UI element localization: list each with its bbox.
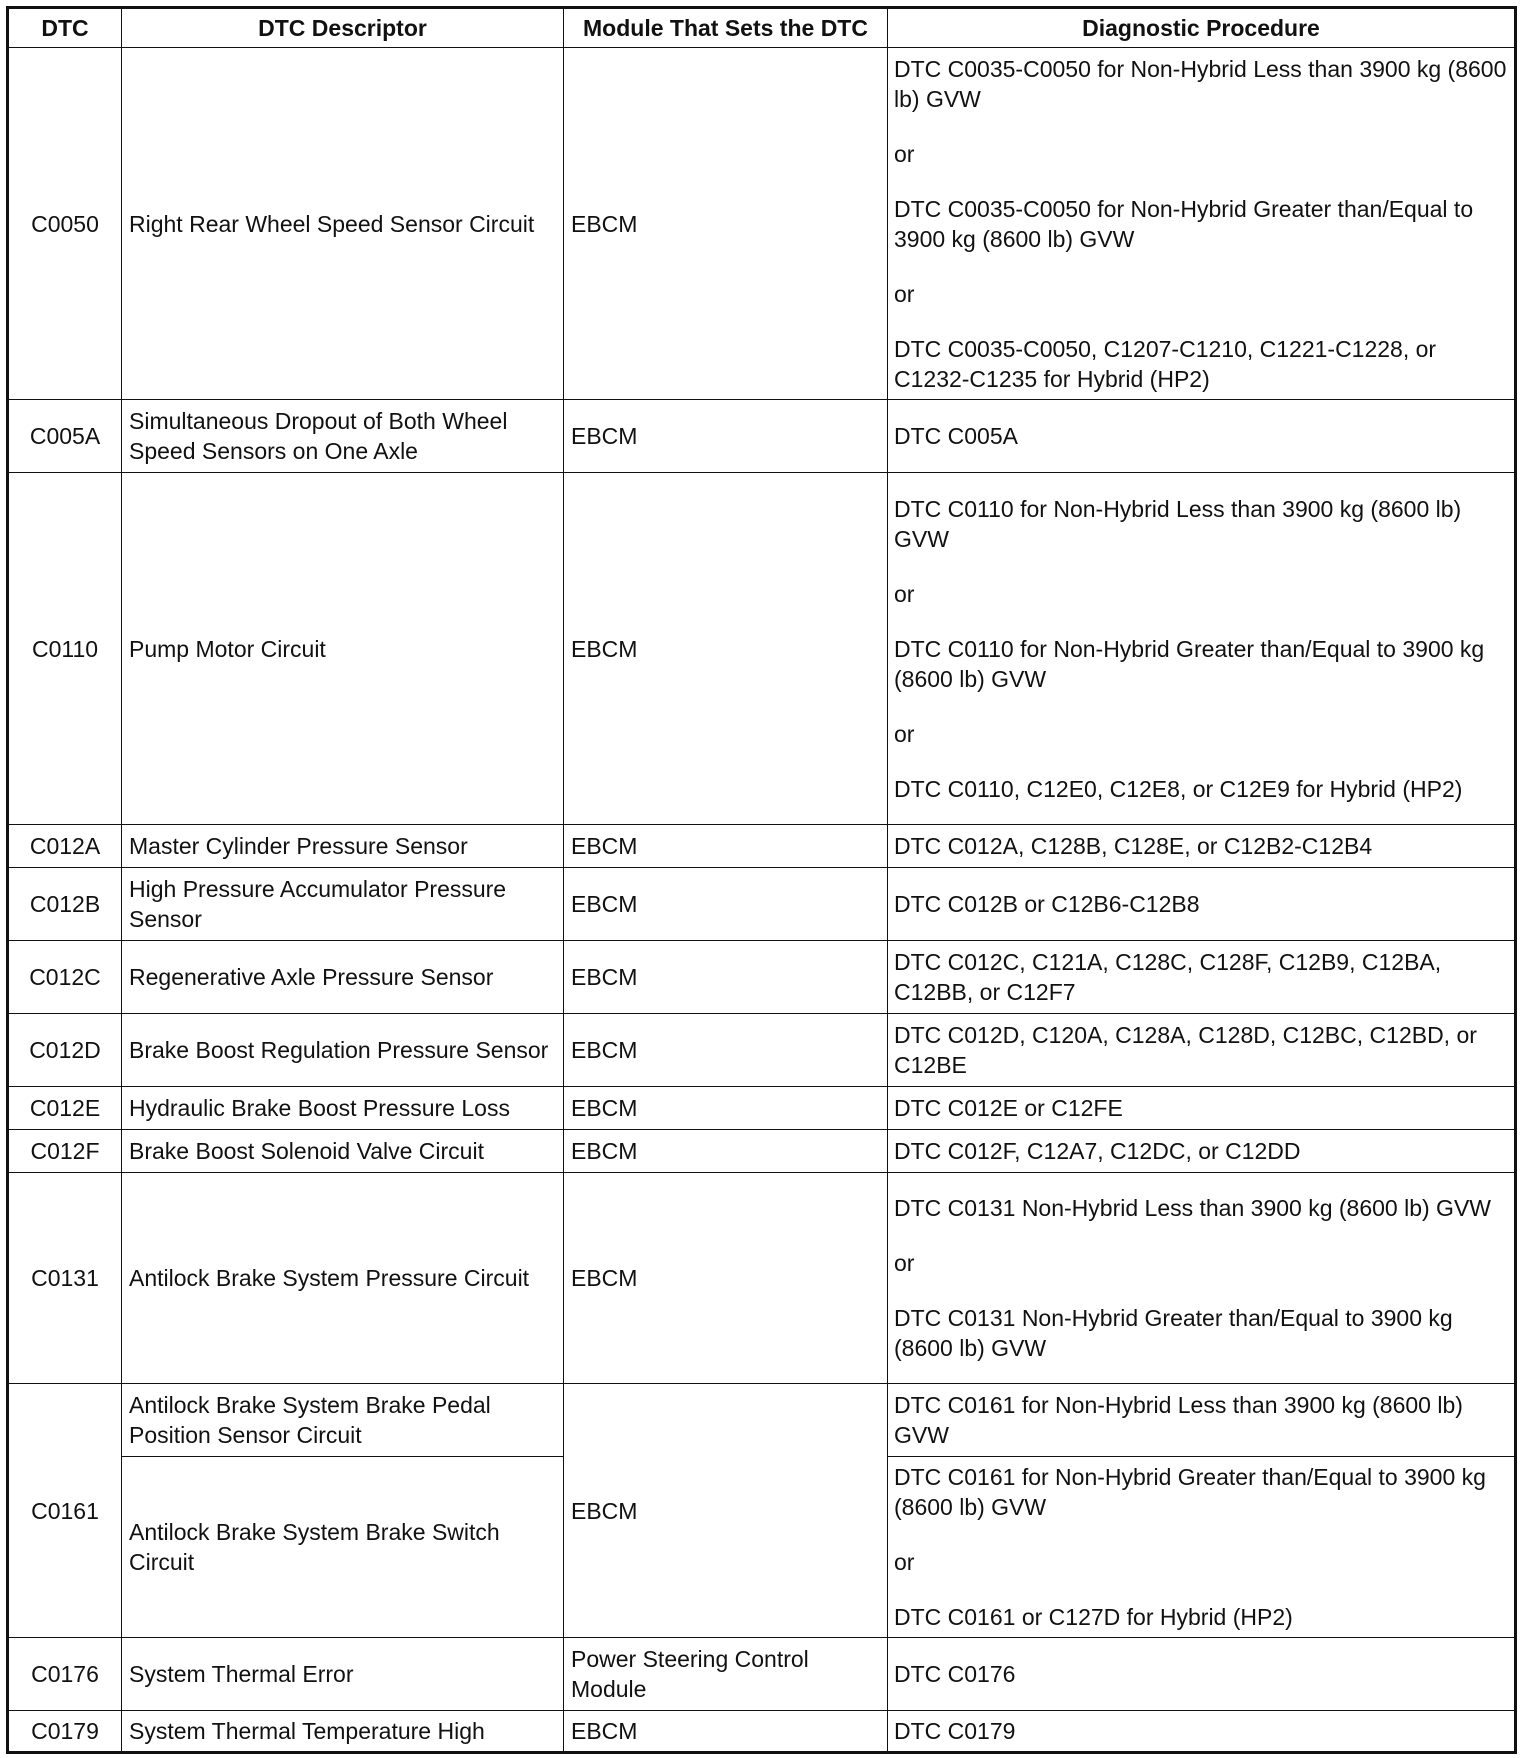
procedure-line: or [894,1250,915,1276]
procedure-line: DTC C012D, C120A, C128A, C128D, C12BC, C12BD, or C12BE [894,1022,1477,1078]
table-row [8,1087,1516,1130]
procedure-line: DTC C012A, C128B, C128E, or C12B2-C12B4 [894,833,1373,859]
dtc-code: C012C [8,941,122,1014]
table-row [8,1173,1516,1384]
dtc-descriptor: Brake Boost Regulation Pressure Sensor [122,1014,564,1087]
procedure-line: DTC C0176 [894,1661,1016,1687]
header-dtc: DTC [8,8,122,48]
header-module: Module That Sets the DTC [564,8,888,48]
table-row [8,1638,1516,1711]
dtc-descriptor: Right Rear Wheel Speed Sensor Circuit [122,48,564,400]
table-row [8,868,1516,941]
table-body [8,48,1516,1753]
dtc-descriptor: Pump Motor Circuit [122,473,564,825]
procedure-line: DTC C0161 for Non-Hybrid Greater than/Equal to 3900 kg (8600 lb) GVW [894,1464,1486,1520]
dtc-code: C012A [8,825,122,868]
dtc-descriptor: Antilock Brake System Pressure Circuit [122,1173,564,1384]
header-procedure: Diagnostic Procedure [888,8,1516,48]
dtc-procedure [888,473,1516,825]
dtc-module: EBCM [564,1130,888,1173]
dtc-procedure [888,941,1516,1014]
dtc-descriptor: Antilock Brake System Brake Pedal Position Sensor Circuit [122,1384,564,1457]
dtc-code: C0161 [8,1384,122,1638]
table-row [8,400,1516,473]
dtc-code: C0176 [8,1638,122,1711]
dtc-module: EBCM [564,1014,888,1087]
dtc-procedure [888,400,1516,473]
table-row [8,1014,1516,1087]
dtc-descriptor: Brake Boost Solenoid Valve Circuit [122,1130,564,1173]
dtc-procedure [888,1173,1516,1384]
procedure-line: or [894,280,915,307]
procedure-line: or [894,720,915,747]
dtc-procedure [888,48,1516,400]
dtc-code: C0131 [8,1173,122,1384]
dtc-module: EBCM [564,941,888,1014]
procedure-line: DTC C012C, C121A, C128C, C128F, C12B9, C12BA, C12BB, or C12F7 [894,949,1442,1005]
dtc-code: C012B [8,868,122,941]
procedure-line: DTC C0035-C0050 for Non-Hybrid Greater than/Equal to 3900 kg (8600 lb) GVW [894,195,1474,252]
procedure-line: or [894,140,915,167]
dtc-procedure [888,1711,1516,1753]
dtc-descriptor: Hydraulic Brake Boost Pressure Loss [122,1087,564,1130]
table-row [8,825,1516,868]
dtc-module: EBCM [564,1384,888,1638]
dtc-descriptor: System Thermal Error [122,1638,564,1711]
procedure-line: DTC C012E or C12FE [894,1095,1123,1121]
procedure-line: DTC C0110 for Non-Hybrid Greater than/Equal to 3900 kg (8600 lb) GVW [894,635,1485,692]
dtc-descriptor: Master Cylinder Pressure Sensor [122,825,564,868]
dtc-procedure [888,825,1516,868]
dtc-module: EBCM [564,825,888,868]
dtc-descriptor: Antilock Brake System Brake Switch Circuit [122,1457,564,1638]
table-header [8,8,1516,48]
dtc-descriptor: System Thermal Temperature High [122,1711,564,1753]
table-row [8,941,1516,1014]
dtc-descriptor: Regenerative Axle Pressure Sensor [122,941,564,1014]
procedure-line: DTC C0161 for Non-Hybrid Less than 3900 kg (8600 lb) GVW [894,1392,1463,1448]
header-row [8,8,1516,48]
dtc-procedure [888,1087,1516,1130]
procedure-line: DTC C012B or C12B6-C12B8 [894,891,1200,917]
dtc-descriptor: High Pressure Accumulator Pressure Sensor [122,868,564,941]
dtc-code: C0050 [8,48,122,400]
procedure-line: DTC C012F, C12A7, C12DC, or C12DD [894,1138,1301,1164]
dtc-module: EBCM [564,473,888,825]
table-row [8,48,1516,400]
dtc-table [6,6,1517,1754]
dtc-module: EBCM [564,1173,888,1384]
procedure-line: or [894,1549,915,1575]
dtc-code: C0179 [8,1711,122,1753]
dtc-procedure [888,1384,1516,1457]
dtc-procedure [888,1014,1516,1087]
dtc-code: C012E [8,1087,122,1130]
procedure-line: DTC C0131 Non-Hybrid Greater than/Equal to 3900 kg (8600 lb) GVW [894,1305,1453,1361]
dtc-code: C005A [8,400,122,473]
dtc-module: EBCM [564,48,888,400]
table-row [8,1130,1516,1173]
procedure-line: or [894,580,915,607]
dtc-module: EBCM [564,400,888,473]
procedure-line: DTC C005A [894,423,1018,449]
procedure-line: DTC C0110 for Non-Hybrid Less than 3900 kg (8600 lb) GVW [894,495,1462,552]
procedure-line: DTC C0035-C0050 for Non-Hybrid Less than 3900 kg (8600 lb) GVW [894,55,1507,112]
dtc-descriptor: Simultaneous Dropout of Both Wheel Speed Sensors on One Axle [122,400,564,473]
procedure-line: DTC C0161 or C127D for Hybrid (HP2) [894,1604,1293,1630]
dtc-module: EBCM [564,868,888,941]
dtc-procedure [888,1638,1516,1711]
dtc-code: C0110 [8,473,122,825]
table-row [8,1384,1516,1457]
dtc-code: C012D [8,1014,122,1087]
table-row [8,473,1516,825]
procedure-line: DTC C0179 [894,1718,1016,1744]
header-descriptor: DTC Descriptor [122,8,564,48]
table-row [8,1711,1516,1753]
dtc-procedure [888,868,1516,941]
dtc-code: C012F [8,1130,122,1173]
dtc-procedure [888,1457,1516,1638]
dtc-module: EBCM [564,1087,888,1130]
dtc-module: EBCM [564,1711,888,1753]
procedure-line: DTC C0110, C12E0, C12E8, or C12E9 for Hybrid (HP2) [894,775,1463,802]
procedure-line: DTC C0035-C0050, C1207-C1210, C1221-C1228, or C1232-C1235 for Hybrid (HP2) [894,335,1437,392]
dtc-procedure [888,1130,1516,1173]
procedure-line: DTC C0131 Non-Hybrid Less than 3900 kg (8600 lb) GVW [894,1195,1492,1221]
dtc-module: Power Steering Control Module [564,1638,888,1711]
